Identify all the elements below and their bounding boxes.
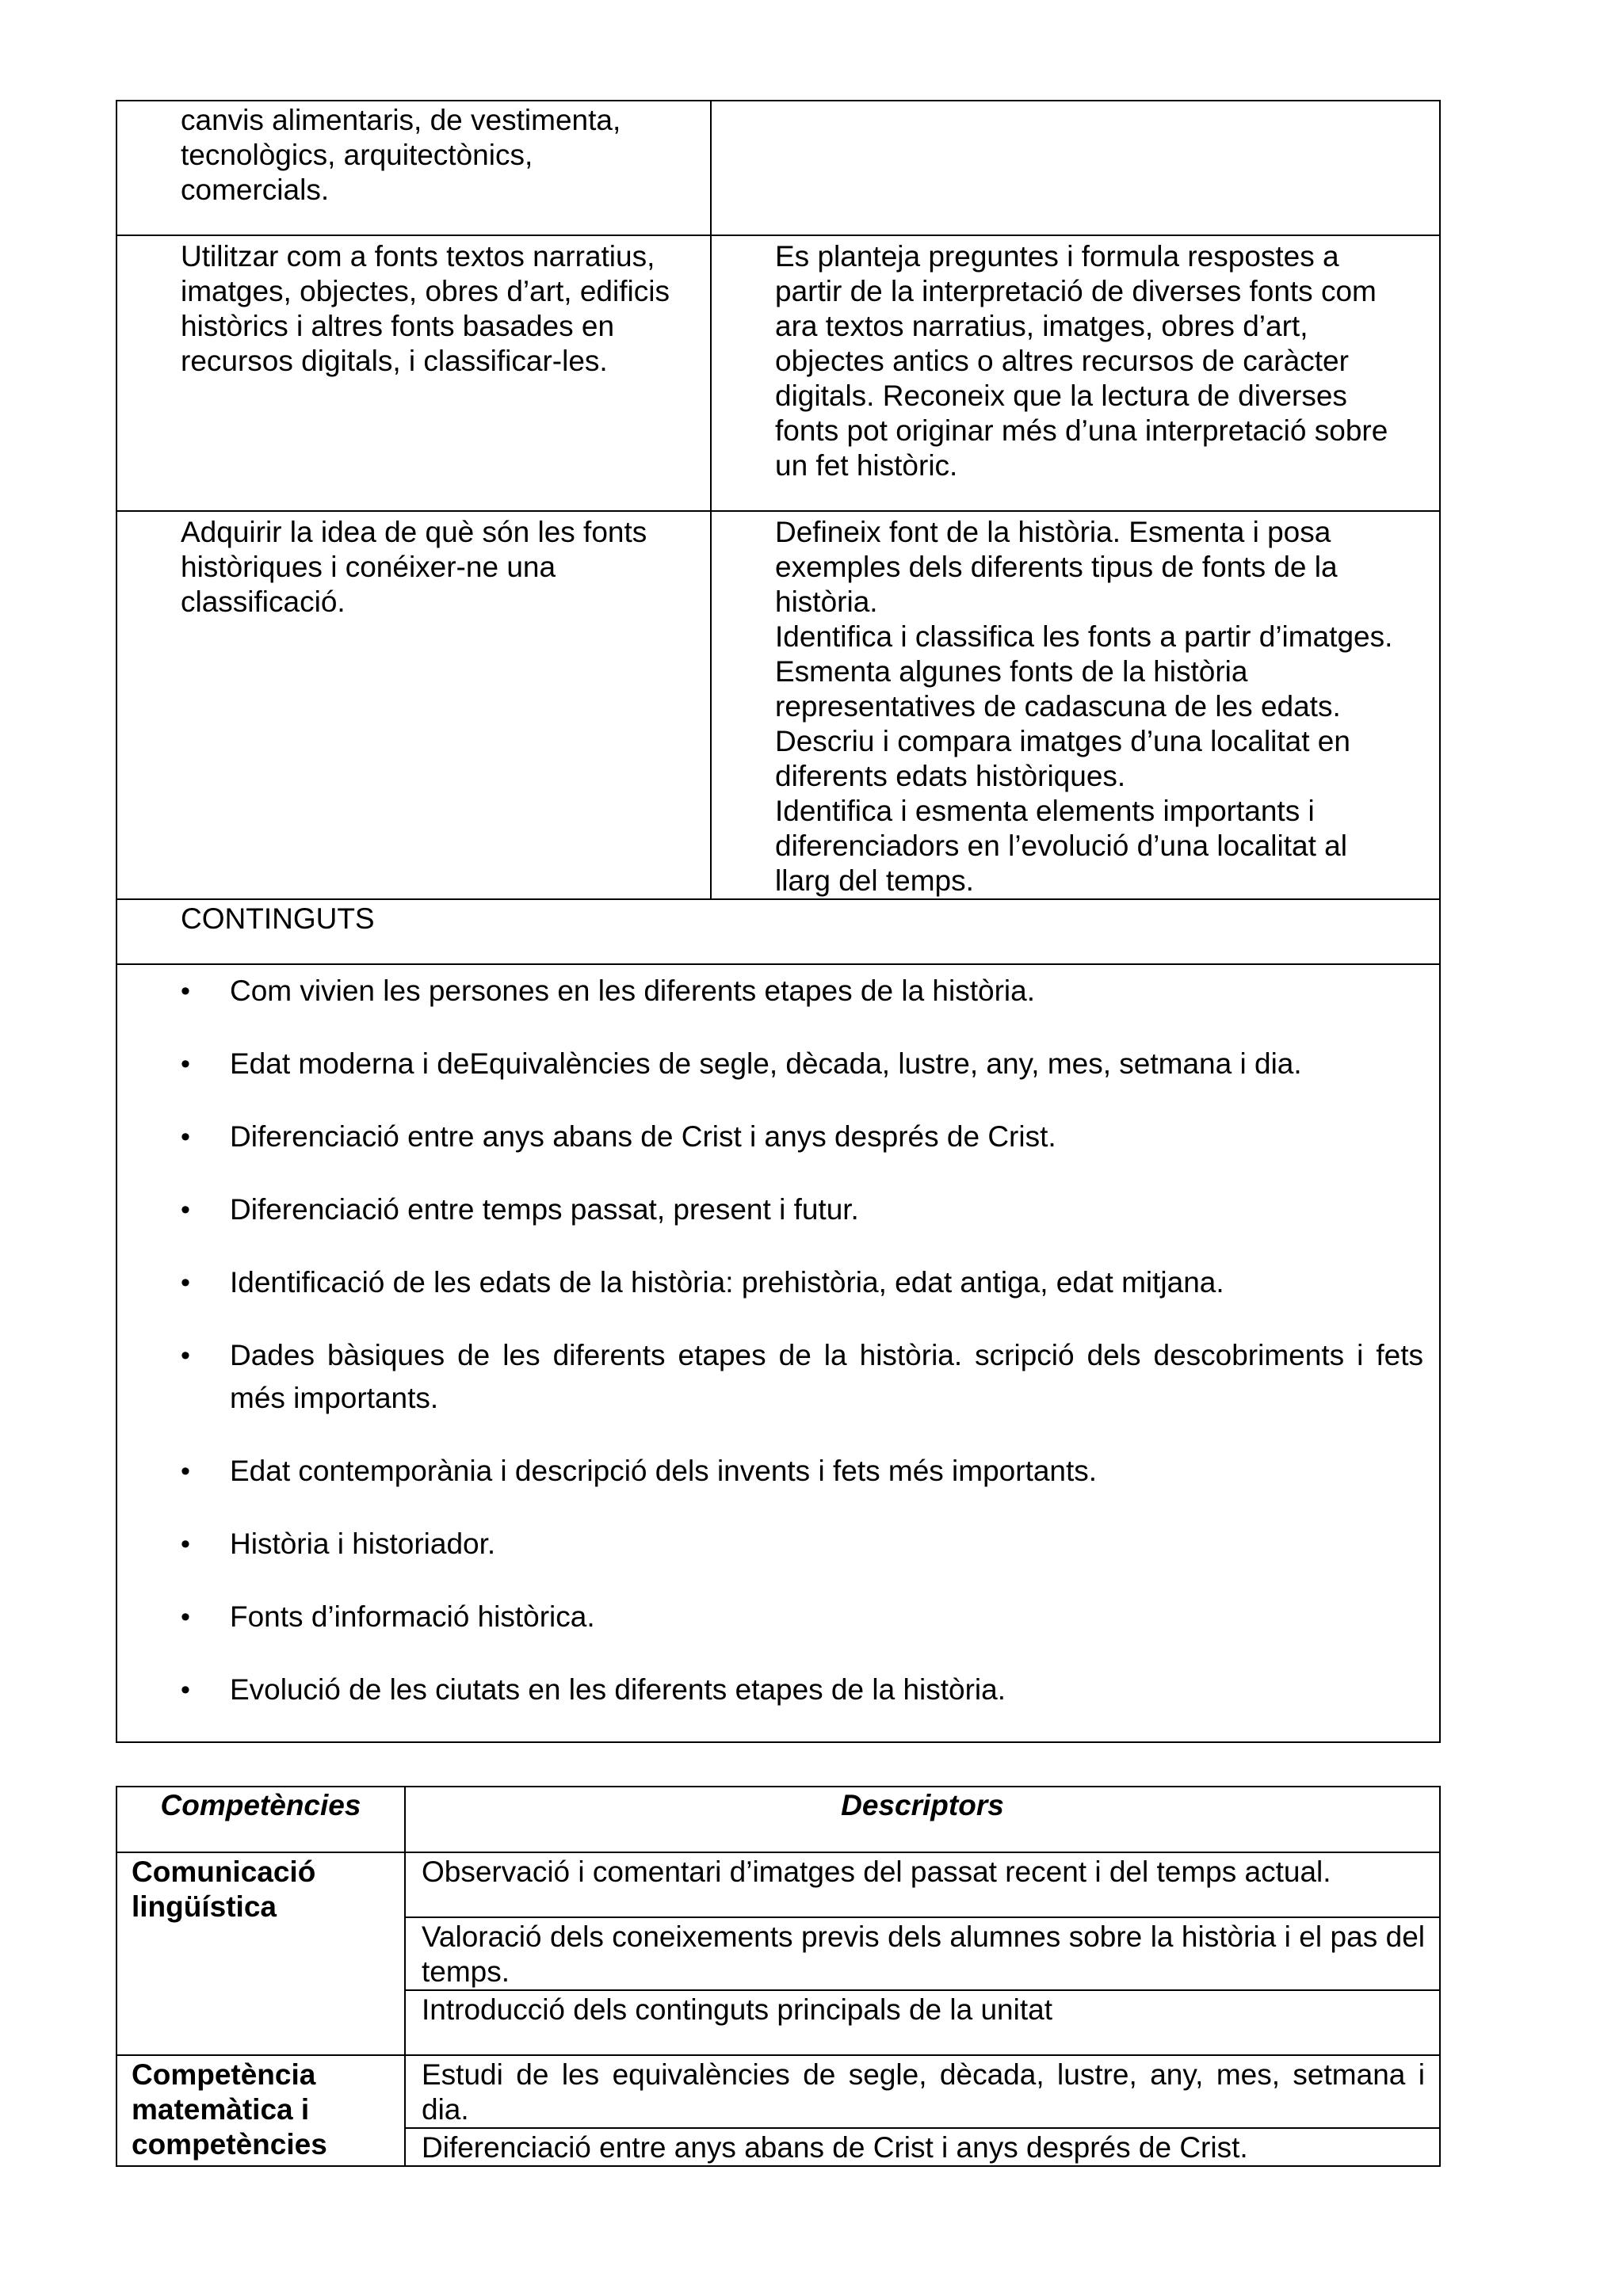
standard-line: diferents edats històriques. (775, 760, 1126, 792)
standard-line: Esmenta algunes fonts de la història (775, 655, 1248, 688)
bullet-icon: • (181, 1456, 190, 1486)
standard-line: digitals. Reconeix que la lectura de diverses (775, 379, 1347, 412)
criterion-line: tecnològics, arquitectònics, (181, 139, 533, 171)
standard-line: representatives de cadascuna de les edats. (775, 690, 1341, 723)
bullet-icon: • (181, 1602, 190, 1632)
contents-cell (116, 964, 1440, 1742)
list-item (181, 1116, 1423, 1158)
standard-line: història. (775, 585, 878, 618)
standard-cell (711, 101, 1440, 235)
list-item-text: Edat moderna i deEquivalències de segle, dècada, lustre, any, mes, setmana i dia. (230, 1047, 1302, 1080)
criteria-table (116, 100, 1441, 1743)
standard-line: llarg del temps. (775, 864, 974, 897)
bullet-icon: • (181, 976, 190, 1006)
competency-line: lingüística (132, 1890, 277, 1923)
standard-line: fonts pot originar més d’una interpretació sobre (775, 414, 1388, 447)
list-item (181, 1669, 1423, 1711)
list-item-text: Edat contemporània i descripció dels invents i fets més importants. (230, 1455, 1098, 1487)
list-item (181, 1261, 1423, 1304)
descriptor-cell: Valoració dels coneixements previs dels alumnes sobre la història i el pas del temps. (405, 1917, 1440, 1990)
standard-line: Identifica i classifica les fonts a partir d’imatges. (775, 620, 1393, 653)
bullet-icon: • (181, 1529, 190, 1559)
criterion-line: Utilitzar com a fonts textos narratius, (181, 240, 655, 273)
list-item (181, 1523, 1423, 1566)
contents-heading-row (116, 899, 1440, 964)
criterion-line: Adquirir la idea de què són les fonts (181, 516, 647, 548)
standard-line: exemples dels diferents tipus de fonts de la (775, 551, 1338, 583)
standard-line: partir de la interpretació de diverses fonts com (775, 275, 1377, 307)
list-item-text: Història i historiador. (230, 1527, 496, 1560)
list-item-text: Dades bàsiques de les diferents etapes de la història. scripció dels descobriments i fets més importants. (230, 1339, 1423, 1414)
criterion-line: recursos digitals, i classificar-les. (181, 345, 608, 377)
list-item (181, 1043, 1423, 1085)
competency-line: matemàtica i (132, 2093, 310, 2126)
descriptor-cell: Diferenciació entre anys abans de Crist i anys després de Crist. (405, 2128, 1440, 2166)
standard-line: Defineix font de la història. Esmenta i posa (775, 516, 1331, 548)
bullet-icon: • (181, 1195, 190, 1225)
criterion-line: classificació. (181, 585, 346, 618)
column-header-descriptors: Descriptors (405, 1787, 1440, 1852)
contents-list (117, 965, 1439, 1711)
competency-cell (116, 1852, 405, 2055)
list-item (181, 1334, 1423, 1420)
list-item-text: Diferenciació entre anys abans de Crist i anys després de Crist. (230, 1120, 1056, 1153)
criterion-line: imatges, objectes, obres d’art, edificis (181, 275, 670, 307)
bullet-icon: • (181, 1341, 190, 1371)
competency-line: Competència (132, 2058, 316, 2091)
criterion-cell (116, 101, 711, 235)
list-item-text: Identificació de les edats de la història: prehistòria, edat antiga, edat mitjana. (230, 1266, 1224, 1299)
standard-line: Descriu i compara imatges d’una localitat en (775, 725, 1350, 757)
competencies-table (116, 1786, 1441, 2167)
contents-row (116, 964, 1440, 1742)
descriptor-cell: Observació i comentari d’imatges del passat recent i del temps actual. (405, 1852, 1440, 1917)
list-item-text: Evolució de les ciutats en les diferents etapes de la història. (230, 1673, 1006, 1706)
competency-cell (116, 2055, 405, 2166)
list-item (181, 1450, 1423, 1493)
competency-line: Comunicació (132, 1855, 316, 1888)
criterion-line: històriques i conéixer-ne una (181, 551, 556, 583)
list-item (181, 1596, 1423, 1638)
column-header-competencies: Competències (116, 1787, 405, 1852)
standard-line: un fet històric. (775, 449, 958, 482)
list-item (181, 1188, 1423, 1231)
list-item-text: Diferenciació entre temps passat, present i futur. (230, 1193, 859, 1226)
criteria-row (116, 511, 1440, 899)
standard-line: ara textos narratius, imatges, obres d’art, (775, 310, 1308, 342)
standard-line: Identifica i esmenta elements importants i (775, 795, 1315, 827)
criterion-cell (116, 235, 711, 511)
criteria-row (116, 235, 1440, 511)
standard-cell (711, 511, 1440, 899)
criterion-cell (116, 511, 711, 899)
descriptor-cell: Introducció dels continguts principals de la unitat (405, 1990, 1440, 2055)
criteria-row (116, 101, 1440, 235)
standard-line: diferenciadors en l’evolució d’una localitat al (775, 830, 1347, 862)
bullet-icon: • (181, 1122, 190, 1152)
list-item (181, 970, 1423, 1013)
standard-line: objectes antics o altres recursos de caràcter (775, 345, 1349, 377)
list-item-text: Com vivien les persones en les diferents etapes de la història. (230, 974, 1035, 1007)
competency-line: competències (132, 2128, 327, 2161)
table-row (116, 2055, 1440, 2128)
contents-heading: CONTINGUTS (116, 899, 1440, 964)
criterion-line: comercials. (181, 174, 330, 206)
bullet-icon: • (181, 1268, 190, 1298)
table-row (116, 1852, 1440, 1917)
criterion-line: canvis alimentaris, de vestimenta, (181, 104, 621, 136)
standard-line: Es planteja preguntes i formula respostes a (775, 240, 1339, 273)
table-header-row (116, 1787, 1440, 1852)
standard-cell (711, 235, 1440, 511)
descriptor-cell: Estudi de les equivalències de segle, dècada, lustre, any, mes, setmana i dia. (405, 2055, 1440, 2128)
list-item-text: Fonts d’informació històrica. (230, 1600, 595, 1633)
bullet-icon: • (181, 1049, 190, 1079)
criterion-line: històrics i altres fonts basades en (181, 310, 615, 342)
bullet-icon: • (181, 1675, 190, 1705)
